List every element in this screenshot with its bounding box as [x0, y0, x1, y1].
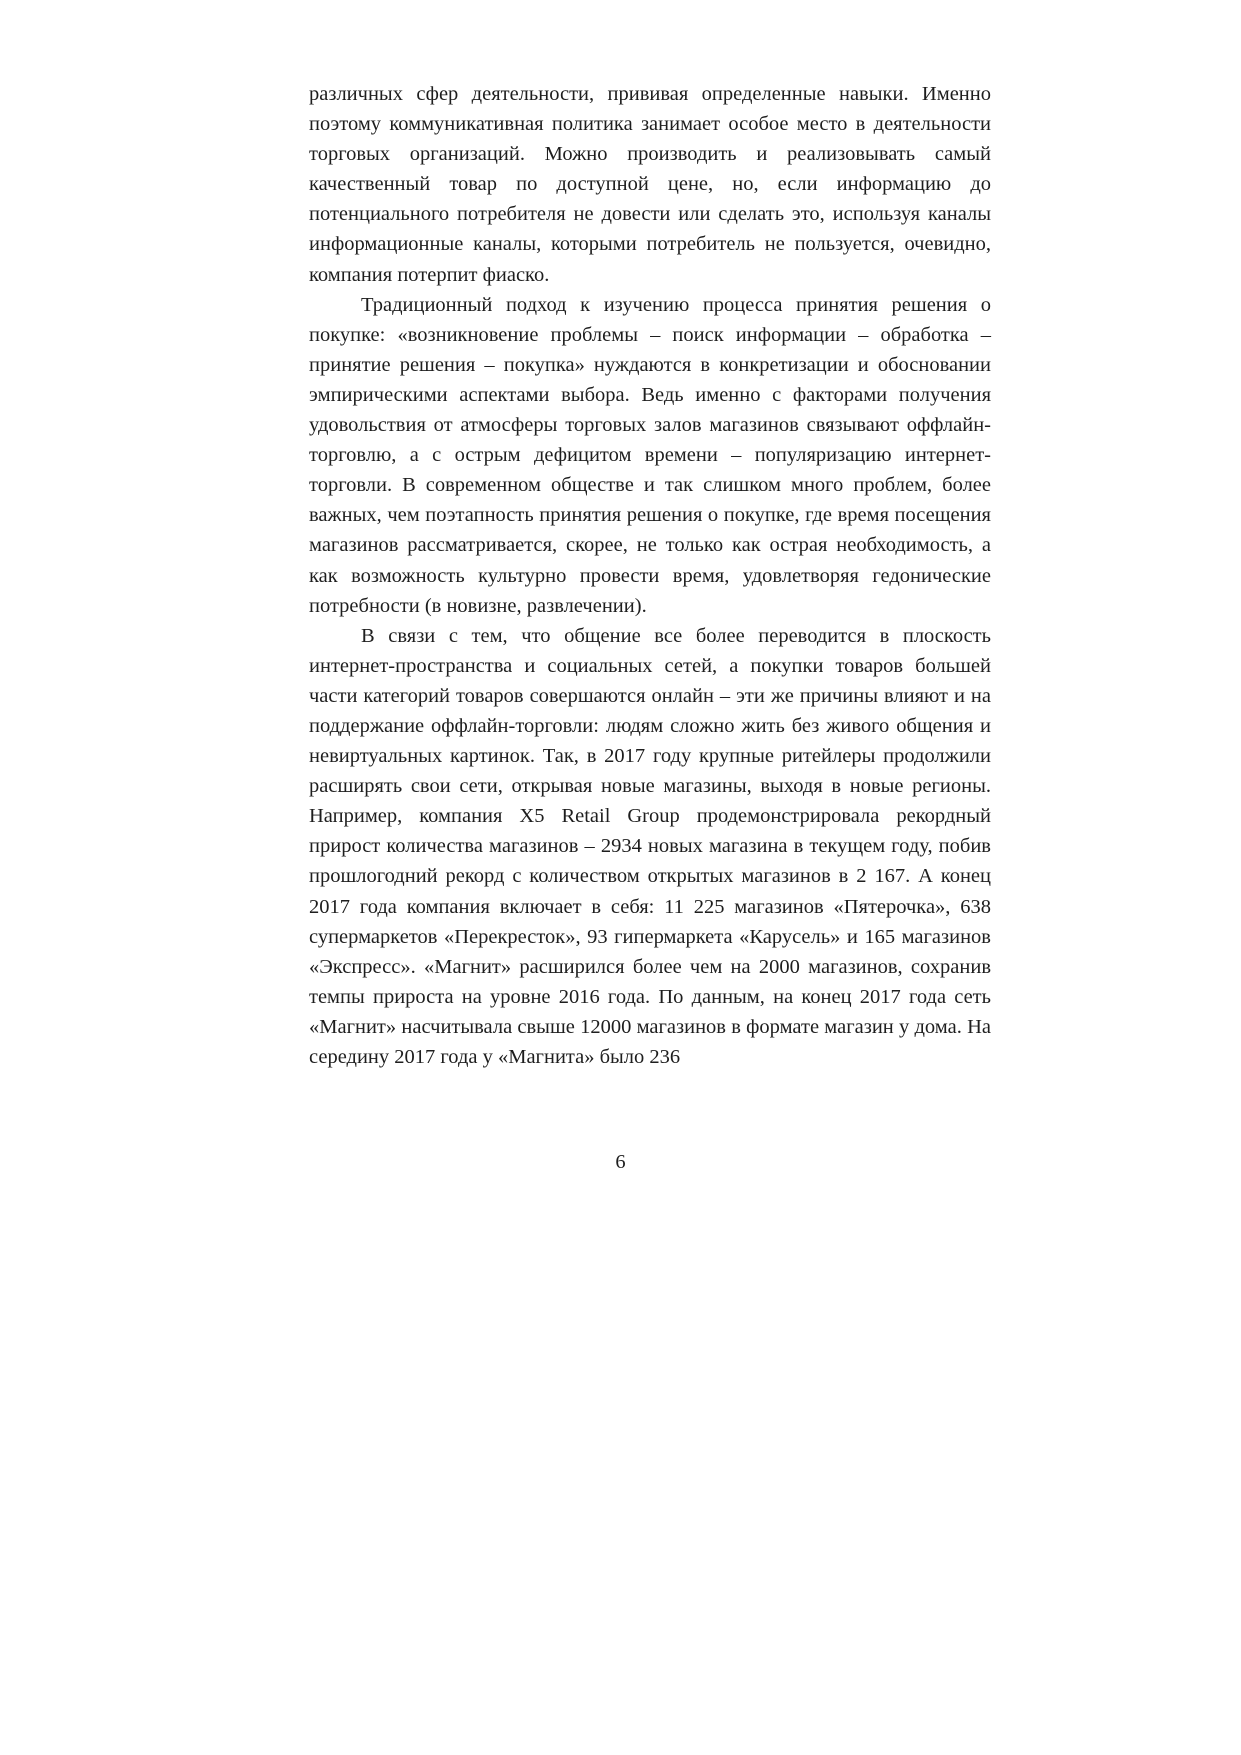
page-number: 6 — [615, 1151, 626, 1173]
paragraph-decision-process: Традиционный подход к изучению процесса принятия решения о покупке: «возникновение проблемы – поиск информации – обработка – принятие решения – покупка» нуждаются в конкретизации и обосновании эмпирическими аспектами выбора. Ведь именно с факторами получения удовольствия от атмосферы торговых залов магазинов связывают оффлайн-торговлю, а с острым дефицитом времени – популяризацию интернет-торговли. В современном обществе и так слишком много проблем, более важных, чем поэтапность принятия решения о покупке, где время посещения магазинов рассматривается, скорее, не только как острая необходимость, а как возможность культурно провести время, удовлетворяя гедонические потребности (в новизне, развлечении). — [309, 293, 991, 617]
paragraph-offline-retail: В связи с тем, что общение все более переводится в плоскость интернет-пространства и социальных сетей, а покупки товаров большей части категорий товаров совершаются онлайн – эти же причины влияют и на поддержание оффлайн-торговли: людям сложно жить без живого общения и невиртуальных картинок. Так, в 2017 году крупные ритейлеры продолжили расширять свои сети, открывая новые магазины, выходя в новые регионы. Например, компания X5 Retail Group продемонстрировала рекордный прирост количества магазинов – 2934 новых магазина в текущем году, побив прошлогодний рекорд с количеством открытых магазинов в 2 167. А конец 2017 года компания включает в себя: 11 225 магазинов «Пятерочка», 638 супермаркетов «Перекресток», 93 гипермаркета «Карусель» и 165 магазинов «Экспресс». «Магнит» расширился более чем на 2000 магазинов, сохранив темпы прироста на уровне 2016 года. По данным, на конец 2017 года сеть «Магнит» насчитывала свыше 12000 магазинов в формате магазин у дома. На середину 2017 года у «Магнита» было 236 — [309, 624, 991, 1068]
paragraph-continuation: различных сфер деятельности, прививая определенные навыки. Именно поэтому коммуникативная политика занимает особое место в деятельности торговых организаций. Можно производить и реализовывать самый качественный товар по доступной цене, но, если информацию до потенциального потребителя не довести или сделать это, используя каналы информационные каналы, которыми потребитель не пользуется, очевидно, компания потерпит фиаско. — [309, 83, 991, 286]
document-body — [309, 79, 991, 1072]
